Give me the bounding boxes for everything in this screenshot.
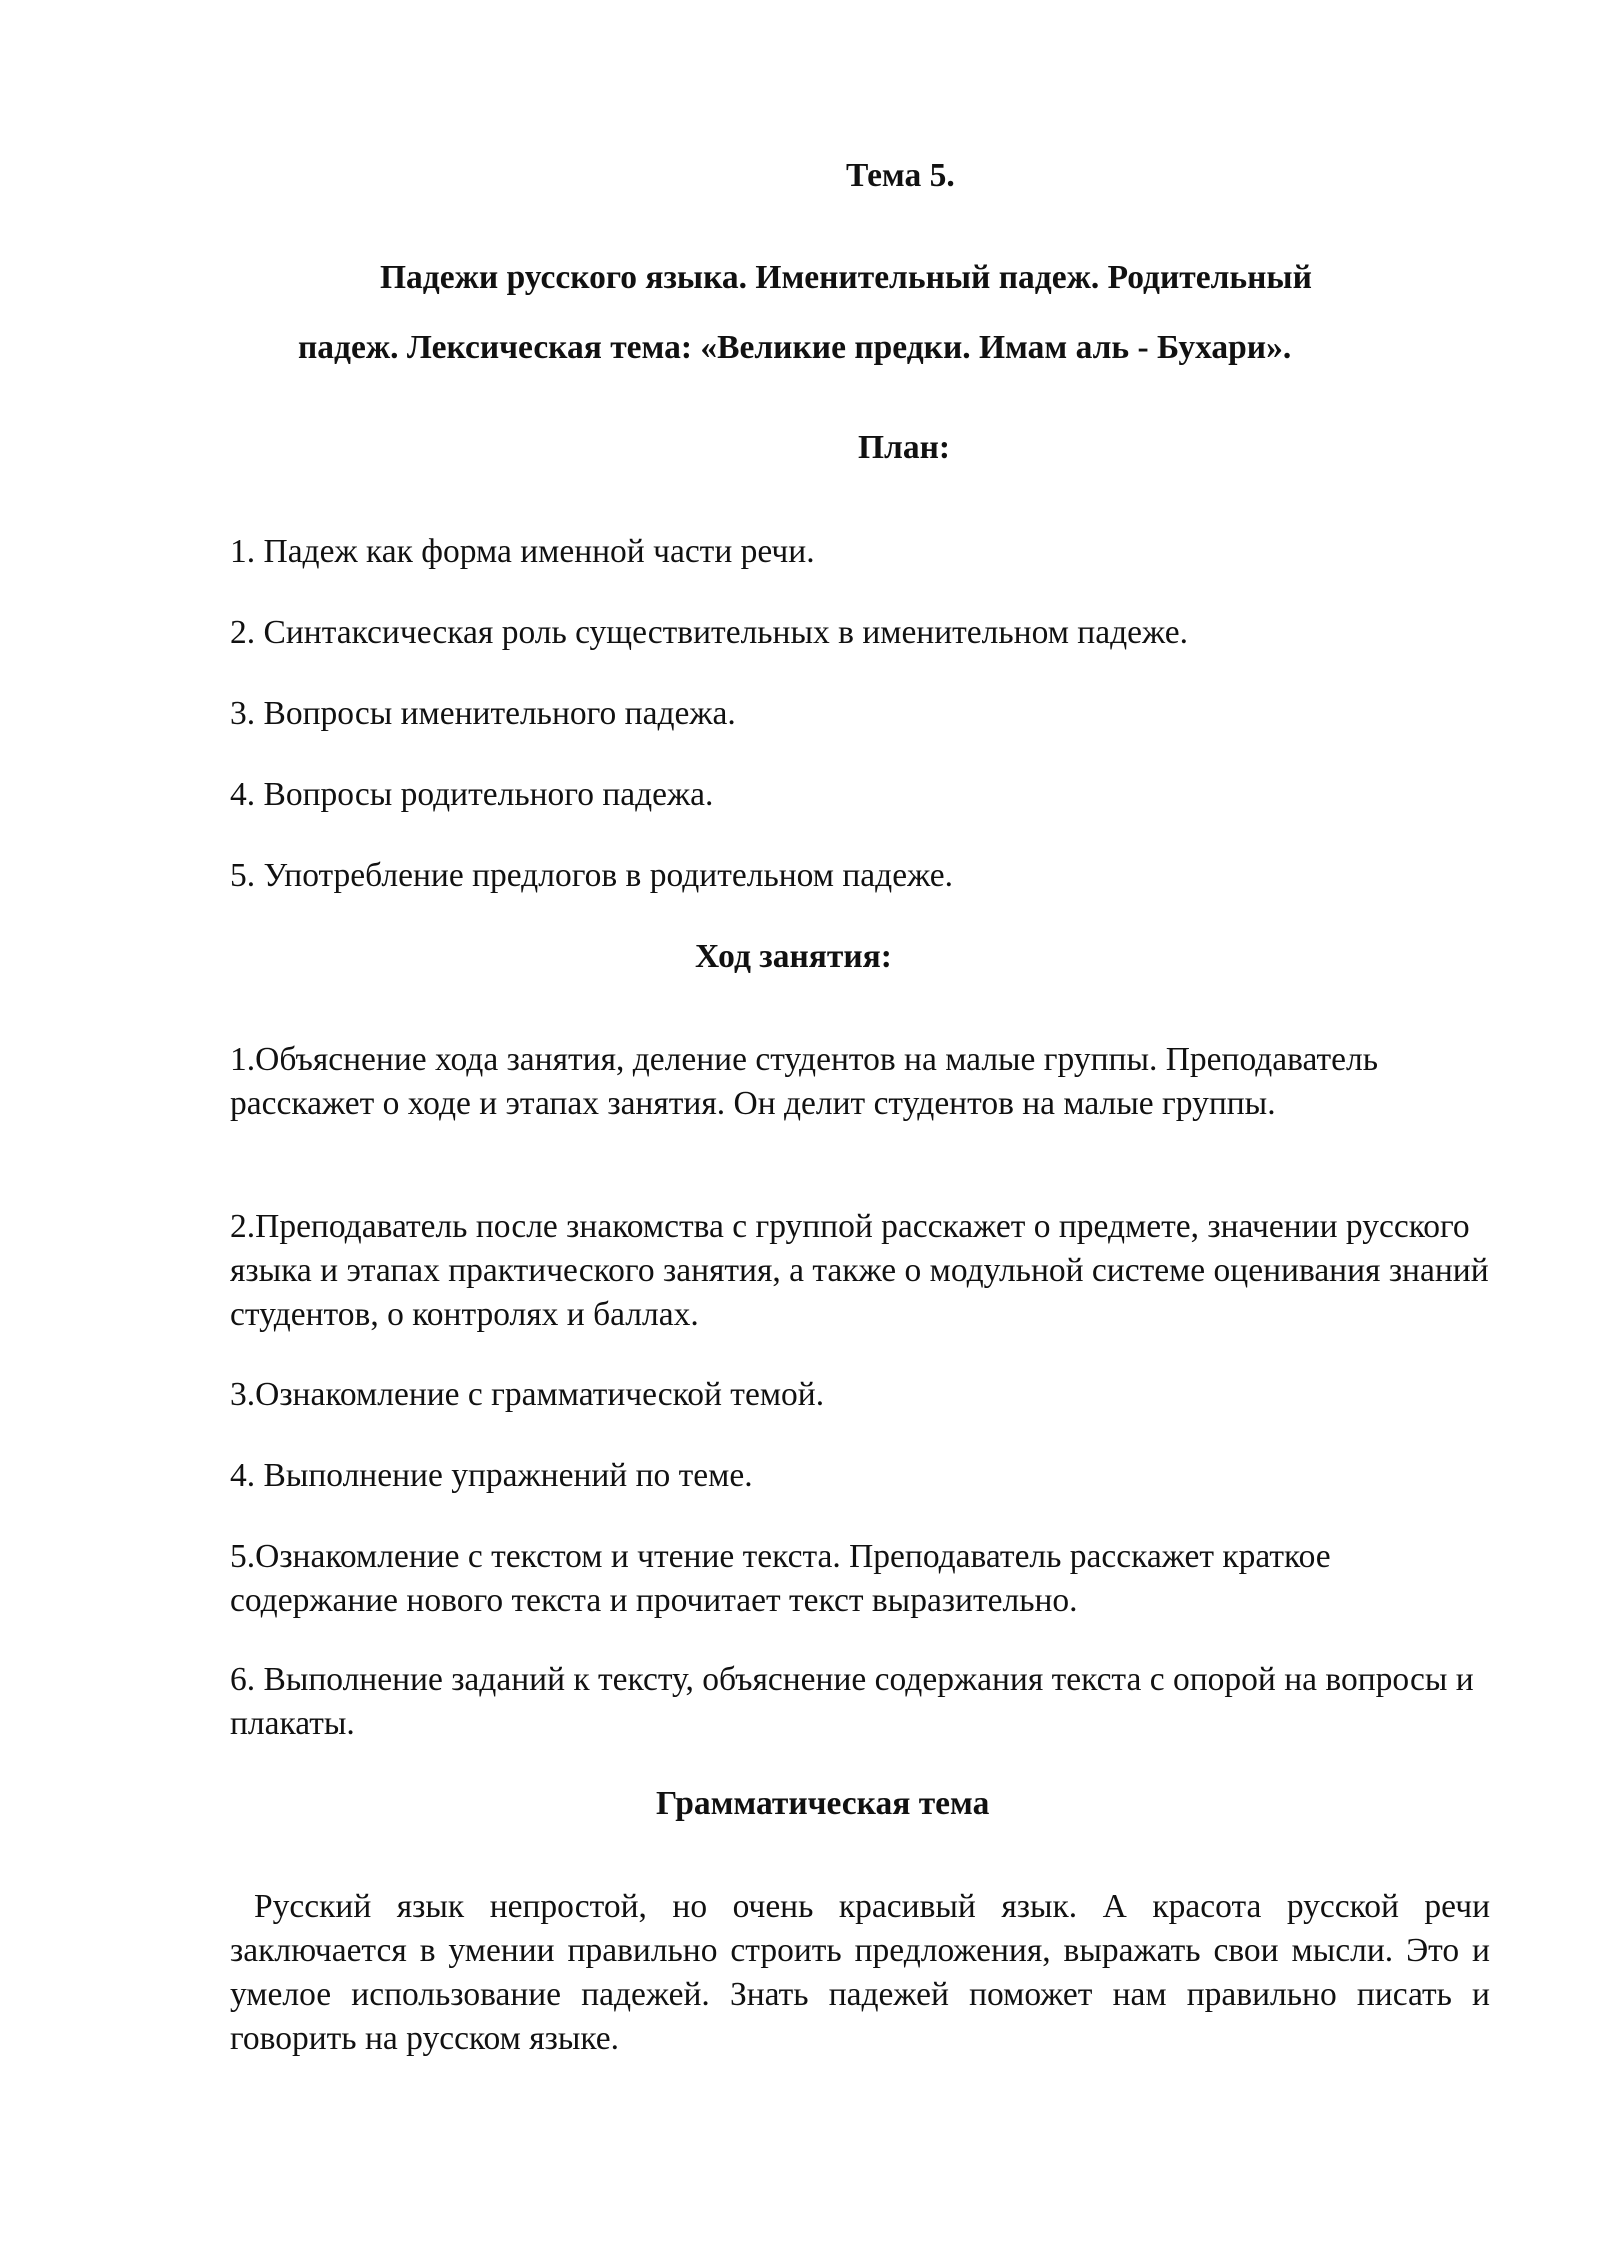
plan-item: 1. Падеж как форма именной части речи. xyxy=(230,533,815,570)
title-line-2: падеж. Лексическая тема: «Великие предки. Имам аль - Бухари». xyxy=(298,329,1292,366)
title-line-1: Падежи русского языка. Именительный падеж. Родительный xyxy=(380,259,1312,296)
plan-item: 5. Употребление предлогов в родительном падеже. xyxy=(230,857,954,894)
lesson-step: 4. Выполнение упражнений по теме. xyxy=(230,1457,753,1494)
lesson-step: 6. Выполнение заданий к тексту, объяснение содержания текста с опорой на вопросы и плакаты. xyxy=(230,1661,1474,1742)
plan-heading: План: xyxy=(858,429,951,466)
lesson-step: 1.Объяснение хода занятия, деление студентов на малые группы. Преподаватель расскажет о ходе и этапах занятия. Он делит студентов на малые группы. xyxy=(230,1041,1379,1122)
plan-item: 4. Вопросы родительного падежа. xyxy=(230,776,714,813)
lesson-step: 2.Преподаватель после знакомства с группой расскажет о предмете, значении русского языка и этапах практического занятия, а также о модульной системе оценивания знаний студентов, о контролях и баллах. xyxy=(230,1208,1489,1333)
grammar-paragraph: Русский язык непростой, но очень красивый язык. А красота русской речи заключается в умении правильно строить предложения, выражать свои мысли. Это и умелое использование падежей. Знать падежей поможет нам правильно писать и говорить на русском языке. xyxy=(230,1888,1490,2057)
topic-number: Тема 5. xyxy=(846,157,955,194)
lesson-step: 3.Ознакомление с грамматической темой. xyxy=(230,1376,825,1413)
grammar-heading: Грамматическая тема xyxy=(656,1785,990,1822)
plan-item: 3. Вопросы именительного падежа. xyxy=(230,695,736,732)
plan-item: 2. Синтаксическая роль существительных в именительном падеже. xyxy=(230,614,1188,651)
lesson-heading: Ход занятия: xyxy=(695,938,892,975)
lesson-step: 5.Ознакомление с текстом и чтение текста. Преподаватель расскажет краткое содержание нового текста и прочитает текст выразительно. xyxy=(230,1538,1331,1619)
